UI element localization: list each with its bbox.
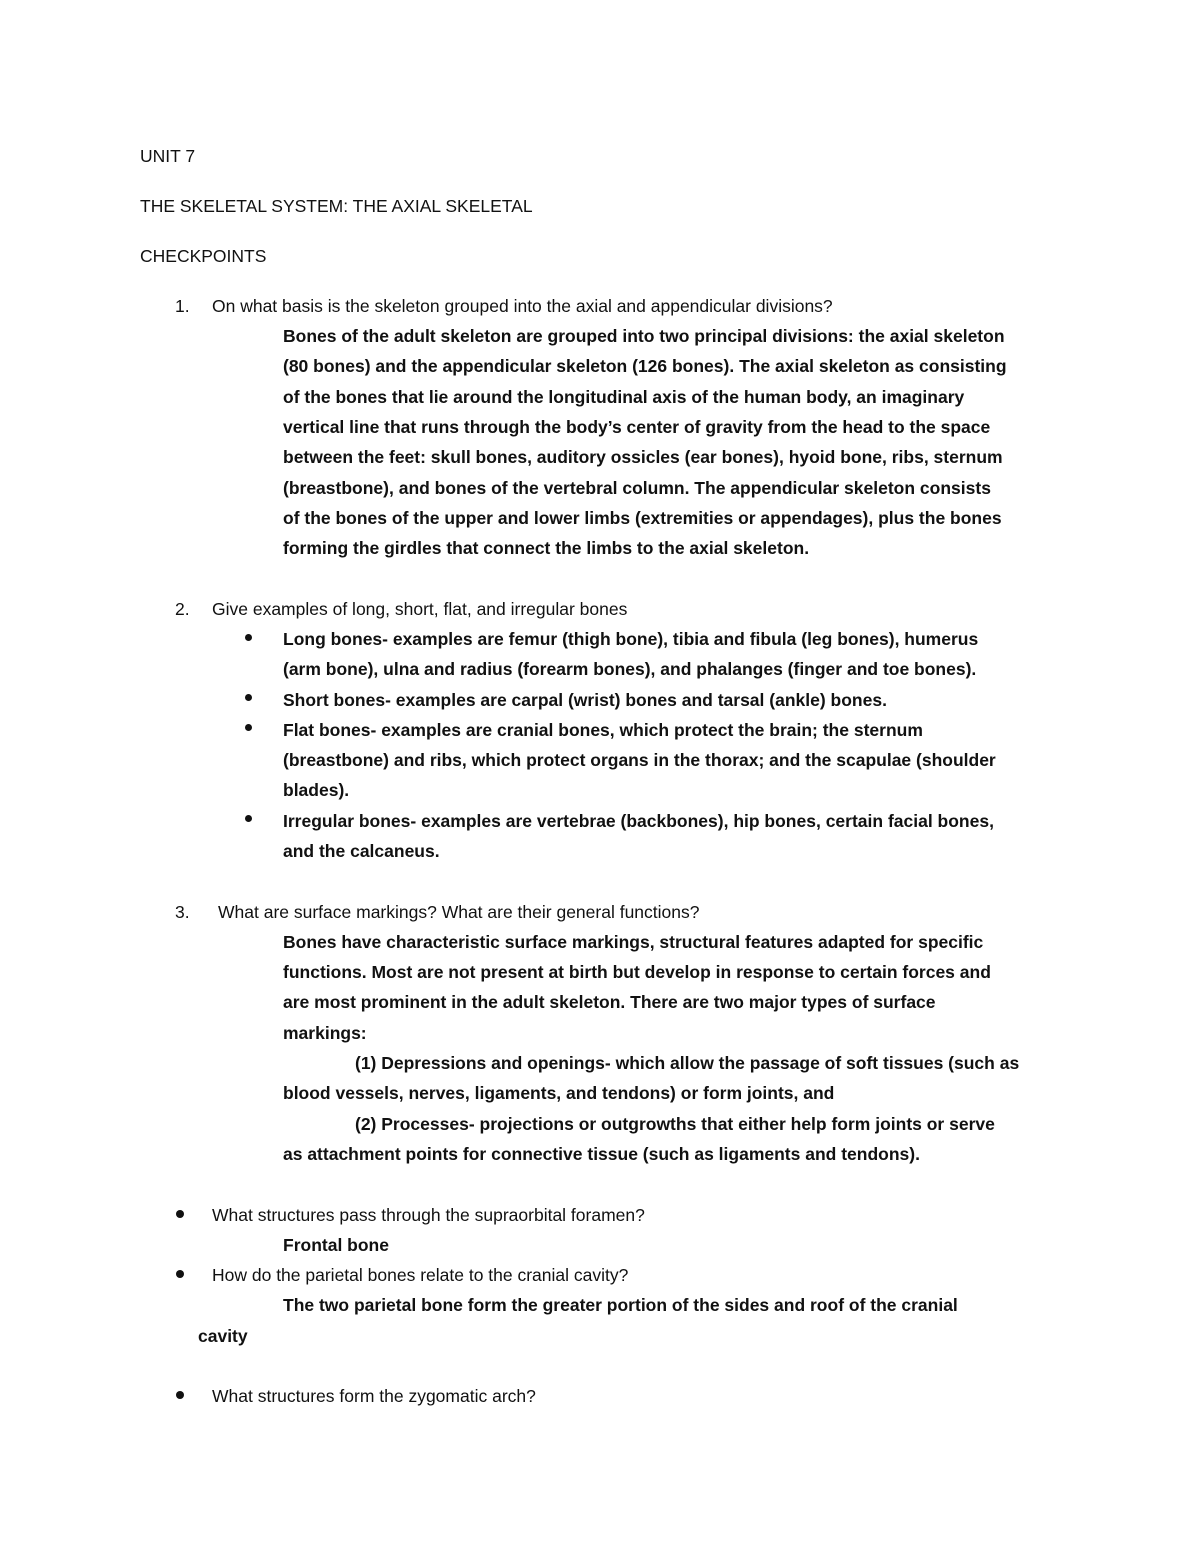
answer-1-line: Bones of the adult skeleton are grouped into two principal divisions: the axial skeleton	[283, 326, 1005, 346]
bullet-icon	[245, 694, 252, 701]
question-number-2: 2.	[175, 599, 190, 619]
unit-heading: UNIT 7	[140, 146, 196, 166]
answer-1-line: of the bones of the upper and lower limbs (extremities or appendages), plus the bones	[283, 508, 1002, 528]
question-3: What are surface markings? What are their general functions?	[218, 902, 700, 922]
answer-3-line: Bones have characteristic surface markings, structural features adapted for specific	[283, 932, 984, 952]
extra-question: What structures pass through the supraorbital foramen?	[212, 1205, 645, 1225]
answer-1-line: forming the girdles that connect the limbs to the axial skeleton.	[283, 538, 810, 558]
question-2: Give examples of long, short, flat, and irregular bones	[212, 599, 628, 619]
bullet-icon	[245, 634, 252, 641]
question-number-1: 1.	[175, 296, 190, 316]
answer-1-line: of the bones that lie around the longitudinal axis of the human body, an imaginary	[283, 387, 965, 407]
extra-question: How do the parietal bones relate to the cranial cavity?	[212, 1265, 629, 1285]
question-1: On what basis is the skeleton grouped into the axial and appendicular divisions?	[212, 296, 833, 316]
surface-marking-type-2: (2) Processes- projections or outgrowths that either help form joints or serve	[355, 1114, 995, 1134]
answer-3-line: markings:	[283, 1023, 367, 1043]
bullet-icon	[176, 1270, 184, 1278]
bone-type-item-cont: and the calcaneus.	[283, 841, 440, 861]
answer-1-line: (80 bones) and the appendicular skeleton (126 bones). The axial skeleton as consisting	[283, 356, 1007, 376]
section-heading: CHECKPOINTS	[140, 246, 267, 266]
bone-type-item: Long bones- examples are femur (thigh bone), tibia and fibula (leg bones), humerus	[283, 629, 979, 649]
bullet-icon	[245, 724, 252, 731]
extra-answer: The two parietal bone form the greater portion of the sides and roof of the cranial	[283, 1295, 958, 1315]
bullet-icon	[245, 815, 252, 822]
question-number-3: 3.	[175, 902, 190, 922]
answer-3-line: functions. Most are not present at birth but develop in response to certain forces and	[283, 962, 991, 982]
bone-type-item: Flat bones- examples are cranial bones, which protect the brain; the sternum	[283, 720, 923, 740]
page-title: THE SKELETAL SYSTEM: THE AXIAL SKELETAL	[140, 196, 533, 216]
extra-question: What structures form the zygomatic arch?	[212, 1386, 536, 1406]
surface-marking-type-2-cont: as attachment points for connective tissue (such as ligaments and tendons).	[283, 1144, 920, 1164]
bone-type-item-cont: blades).	[283, 780, 350, 800]
bone-type-item-cont: (arm bone), ulna and radius (forearm bones), and phalanges (finger and toe bones).	[283, 659, 977, 679]
extra-answer-cont: cavity	[198, 1326, 248, 1346]
answer-1-line: (breastbone), and bones of the vertebral column. The appendicular skeleton consists	[283, 478, 991, 498]
bullet-icon	[176, 1210, 184, 1218]
bone-type-item: Short bones- examples are carpal (wrist) bones and tarsal (ankle) bones.	[283, 690, 887, 710]
bone-type-item: Irregular bones- examples are vertebrae (backbones), hip bones, certain facial bones,	[283, 811, 994, 831]
answer-1-line: between the feet: skull bones, auditory ossicles (ear bones), hyoid bone, ribs, sternum	[283, 447, 1003, 467]
answer-3-line: are most prominent in the adult skeleton. There are two major types of surface	[283, 992, 936, 1012]
bone-type-item-cont: (breastbone) and ribs, which protect organs in the thorax; and the scapulae (shoulder	[283, 750, 996, 770]
answer-1-line: vertical line that runs through the body’s center of gravity from the head to the space	[283, 417, 991, 437]
surface-marking-type-1-cont: blood vessels, nerves, ligaments, and tendons) or form joints, and	[283, 1083, 835, 1103]
bullet-icon	[176, 1391, 184, 1399]
surface-marking-type-1: (1) Depressions and openings- which allow the passage of soft tissues (such as	[355, 1053, 1020, 1073]
extra-answer: Frontal bone	[283, 1235, 389, 1255]
